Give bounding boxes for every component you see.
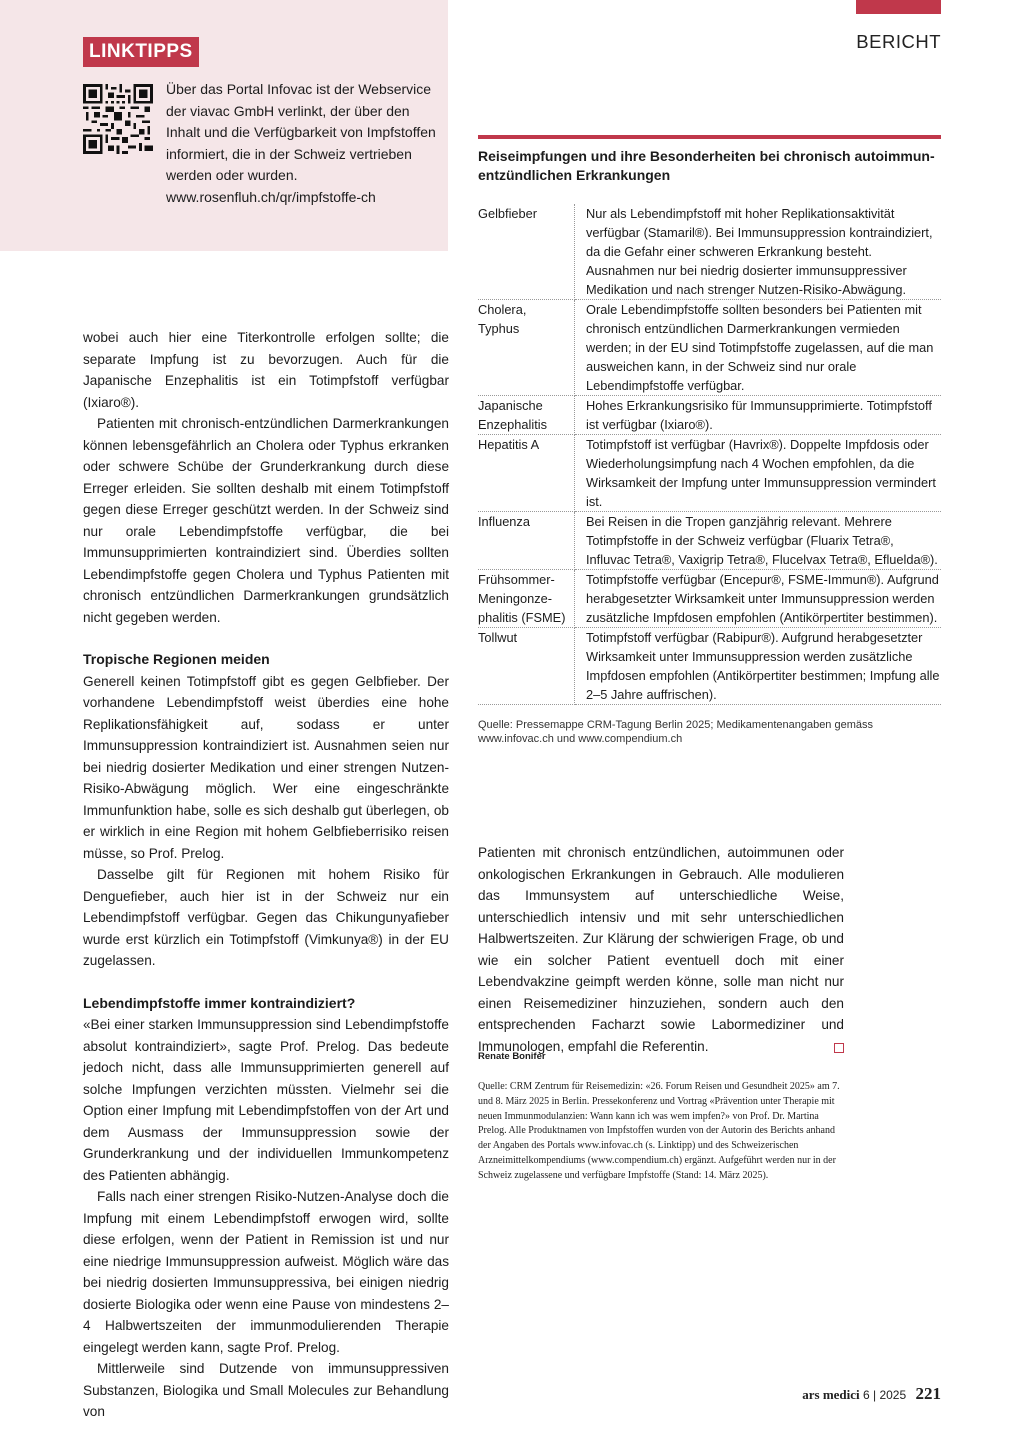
linktipps-box bbox=[0, 0, 448, 251]
subheading: Lebendimpfstoffe immer kontraindiziert? bbox=[83, 994, 356, 1011]
paragraph: «Bei einer starken Immunsuppression sind Lebendimpfstoffe absolut kontraindiziert», sagte Prof. Prelog. Das bedeute jedoch nicht, dass alle Immunsupprimierten generell auf solche Impfungen verzichten müssten. Vielmehr sei die Option einer Impfung mit Lebendimpfstoffen von der Art und dem Ausmass der Immunsuppression sowie der Grunderkrankung und der individuellen Immunkompetenz des Patienten abhängig. bbox=[83, 1017, 449, 1183]
table-row bbox=[478, 512, 941, 570]
table-cell-disease: Tollwut bbox=[478, 628, 575, 705]
table-title: Reiseimpfungen und ihre Besonderheiten bei chronisch autoimmun-entzündlichen Erkrankungen bbox=[478, 148, 935, 183]
vaccination-table-box bbox=[478, 135, 941, 746]
table-cell-note: Totimpfstoff ist verfügbar (Havrix®). Doppelte Impfdosis oder Wiederholungsimpfung nach 4 Wochen empfohlen, da die Wirksamkeit der Impfung unter Immunsuppression vermindert ist. bbox=[575, 435, 942, 512]
table-row bbox=[478, 435, 941, 512]
table-cell-disease: Frühsommer-Meningonze-phalitis (FSME) bbox=[478, 570, 575, 628]
issue-number: 6 | 2025 bbox=[863, 1388, 907, 1402]
table-row bbox=[478, 396, 941, 435]
article-left-column bbox=[83, 327, 449, 1423]
table-cell-disease: Influenza bbox=[478, 512, 575, 570]
author: Renate Bonifer bbox=[478, 1051, 546, 1062]
paragraph: wobei auch hier eine Titerkontrolle erfolgen sollte; die separate Impfung ist zu bevorzugen. Auch für die Japanische Enzephalitis ist ein Totimpfstoff verfügbar (Ixiaro®). bbox=[83, 330, 449, 410]
paragraph: Falls nach einer strengen Risiko-Nutzen-Analyse doch die Impfung mit einem Lebendimpfstoff erwogen wird, sollte diese erfolgen, wenn der Patient in Remission ist und nur eine niedrige Immunsuppression aufweist. Möglich wäre das bei niedrig dosierten Immunsuppressiva, bei einigen niedrig dosierte Biologika oder wenn eine Pause von mindestens 2–4 Halbwertszeiten der immunmodulierenden Therapie eingelegt werden kann, sagte Prof. Prelog. bbox=[83, 1189, 449, 1355]
end-mark-icon bbox=[834, 1043, 844, 1053]
table-cell-note: Nur als Lebendimpfstoff mit hoher Replikationsaktivität verfügbar (Stamaril®). Bei Immunsuppression kontraindiziert, da die Gefahr einer schweren Erkrankung besteht. Ausnahmen nur bei niedrig dosierter immunsuppressiver Medikation und nach strenger Nutzen-Risiko-Abwägung. bbox=[575, 204, 942, 300]
linktipps-label: LINKTIPPS bbox=[83, 37, 199, 67]
article-right-column bbox=[478, 842, 844, 1057]
paragraph: Dasselbe gilt für Regionen mit hohem Risiko für Denguefieber, auch hier ist in der Schweiz nur ein Lebendimpfstoff verfügbar. Gegen das Chikungunyafieber wurde erst kürzlich ein Totimpfstoff (Vimkunya®) in der EU zugelassen. bbox=[83, 867, 449, 968]
magazine-name: ars medici bbox=[802, 1387, 860, 1402]
article-source: Quelle: CRM Zentrum für Reisemedizin: «26. Forum Reisen und Gesundheit 2025» am 7. und 8. März 2025 in Berlin. Pressekonferenz und Vortrag «Prävention unter Therapie mit neuen Immunmodulanzien: Wann kann ich was wem impfen?» von Prof. Dr. Martina Prelog. Alle Produktnamen von Impfstoffen wurden von der Autorin des Berichts anhand der Angaben des Portals www.infovac.ch (s. Linktipp) und des Schweizerischen Arzneimittelkompendiums (www.compendium.ch) ergänzt. Aufgeführt werden nur in der Schweiz zugelassene und verfügbare Impfstoffe (Stand: 14. März 2025). bbox=[478, 1081, 840, 1181]
paragraph: Mittlerweile sind Dutzende von immunsuppressiven Substanzen, Biologika und Small Molecules zur Behandlung von bbox=[83, 1361, 449, 1419]
vaccination-table bbox=[478, 204, 941, 705]
paragraph-text: Patienten mit chronisch entzündlichen, autoimmunen oder onkologischen Erkrankungen in Gebrauch. Alle modulieren das Immunsystem auf unterschiedliche Weise, unterschiedlich intensiv und mit sehr unterschiedlichen Halbwertszeiten. Zur Klärung der schwierigen Frage, ob und wie ein solcher Patient eventuell doch mit einer Lebendvakzine geimpft werden könne, solle man nicht nur einen Reisemediziner hinzuziehen, sondern auch den entsprechenden Facharzt sowie Labormediziner und Immunologen, empfahl die Referentin. bbox=[478, 845, 844, 1054]
table-cell-note: Orale Lebendimpfstoffe sollten besonders bei Patienten mit chronisch entzündlichen Darmerkrankungen vermieden werden; in der EU sind Totimpfstoffe zugelassen, auf die man ausweichen kann, in der Schweiz sind nur orale Lebendimpfstoffe verfügbar. bbox=[575, 300, 942, 396]
paragraph: Patienten mit chronisch-entzündlichen Darmerkrankungen können lebensgefährlich an Cholera oder Typhus erkranken oder schwere Schübe der Grunderkrankung durch diese Erreger erleiden. Sie sollten deshalb mit einem Totimpfstoff gegen diese Erreger geschützt werden. In der Schweiz sind nur orale Lebendimpfstoffe verfügbar, die bei Immunsupprimierten kontraindiziert sind. Überdies sollten Lebendimpfstoffe gegen Cholera und Typhus Patienten mit chronisch entzündlichen Darmerkrankungen grundsätzlich nicht gegeben werden. bbox=[83, 416, 449, 625]
table-row bbox=[478, 204, 941, 300]
paragraph bbox=[478, 842, 844, 1057]
table-cell-disease: Hepatitis A bbox=[478, 435, 575, 512]
table-cell-disease: Cholera, Typhus bbox=[478, 300, 575, 396]
table-cell-note: Bei Reisen in die Tropen ganzjährig relevant. Mehrere Totimpfstoffe in der Schweiz verfügbar (Fluarix Tetra®, Influvac Tetra®, Vaxigrip Tetra®, Flucelvax Tetra®, Efluelda®). bbox=[575, 512, 942, 570]
top-accent-bar bbox=[856, 0, 941, 14]
table-cell-disease: Gelbfieber bbox=[478, 204, 575, 300]
linktipps-text: Über das Portal Infovac ist der Webservice der viavac GmbH verlinkt, der über den Inhalt und die Verfügbarkeit von Impfstoffen informiert, die in der Schweiz vertrieben werden oder wurden. www.rosenfluh.ch/qr/impfstoffe-ch bbox=[166, 81, 436, 205]
page-number: 221 bbox=[915, 1384, 941, 1403]
qr-code-icon bbox=[83, 84, 153, 154]
paragraph: Generell keinen Totimpfstoff gibt es gegen Gelbfieber. Der vorhandene Lebendimpfstoff weist überdies eine hohe Replikationsfähigkeit auf, sodass er unter Immunsuppression kontraindiziert ist. Ausnahmen seien nur bei niedrig dosierter Medikation und einer strengen Nutzen-Risiko-Abwägung möglich. Wer eine eingeschränkte Immunfunktion habe, solle es sich deshalb gut überlegen, ob er wirklich in eine Region mit hohem Gelbfieberrisiko reisen müsse, so Prof. Prelog. bbox=[83, 673, 449, 861]
page-footer bbox=[802, 1384, 941, 1404]
table-row bbox=[478, 628, 941, 705]
table-cell-note: Hohes Erkrankungsrisiko für Immunsupprimierte. Totimpfstoff ist verfügbar (Ixiaro®). bbox=[575, 396, 942, 435]
section-label: BERICHT bbox=[856, 31, 941, 52]
table-source: Quelle: Pressemappe CRM-Tagung Berlin 2025; Medikamentenangaben gemäss www.infovac.ch und www.compendium.ch bbox=[478, 719, 874, 745]
table-row bbox=[478, 570, 941, 628]
table-row bbox=[478, 300, 941, 396]
table-cell-note: Totimpfstoffe verfügbar (Encepur®, FSME-Immun®). Aufgrund herabgesetzter Wirksamkeit unter Immunsuppression werden zusätzliche Impfdosen empfohlen (Antikörpertiter bestimmen). bbox=[575, 570, 942, 628]
table-cell-disease: Japanische Enzephalitis bbox=[478, 396, 575, 435]
table-cell-note: Totimpfstoff verfügbar (Rabipur®). Aufgrund herabgesetzter Wirksamkeit unter Immunsuppression werden zusätzliche Impfdosen empfohlen (Antikörpertiter bestimmen; Impfung alle 2–5 Jahre auffrischen). bbox=[575, 628, 942, 705]
subheading: Tropische Regionen meiden bbox=[83, 651, 270, 667]
